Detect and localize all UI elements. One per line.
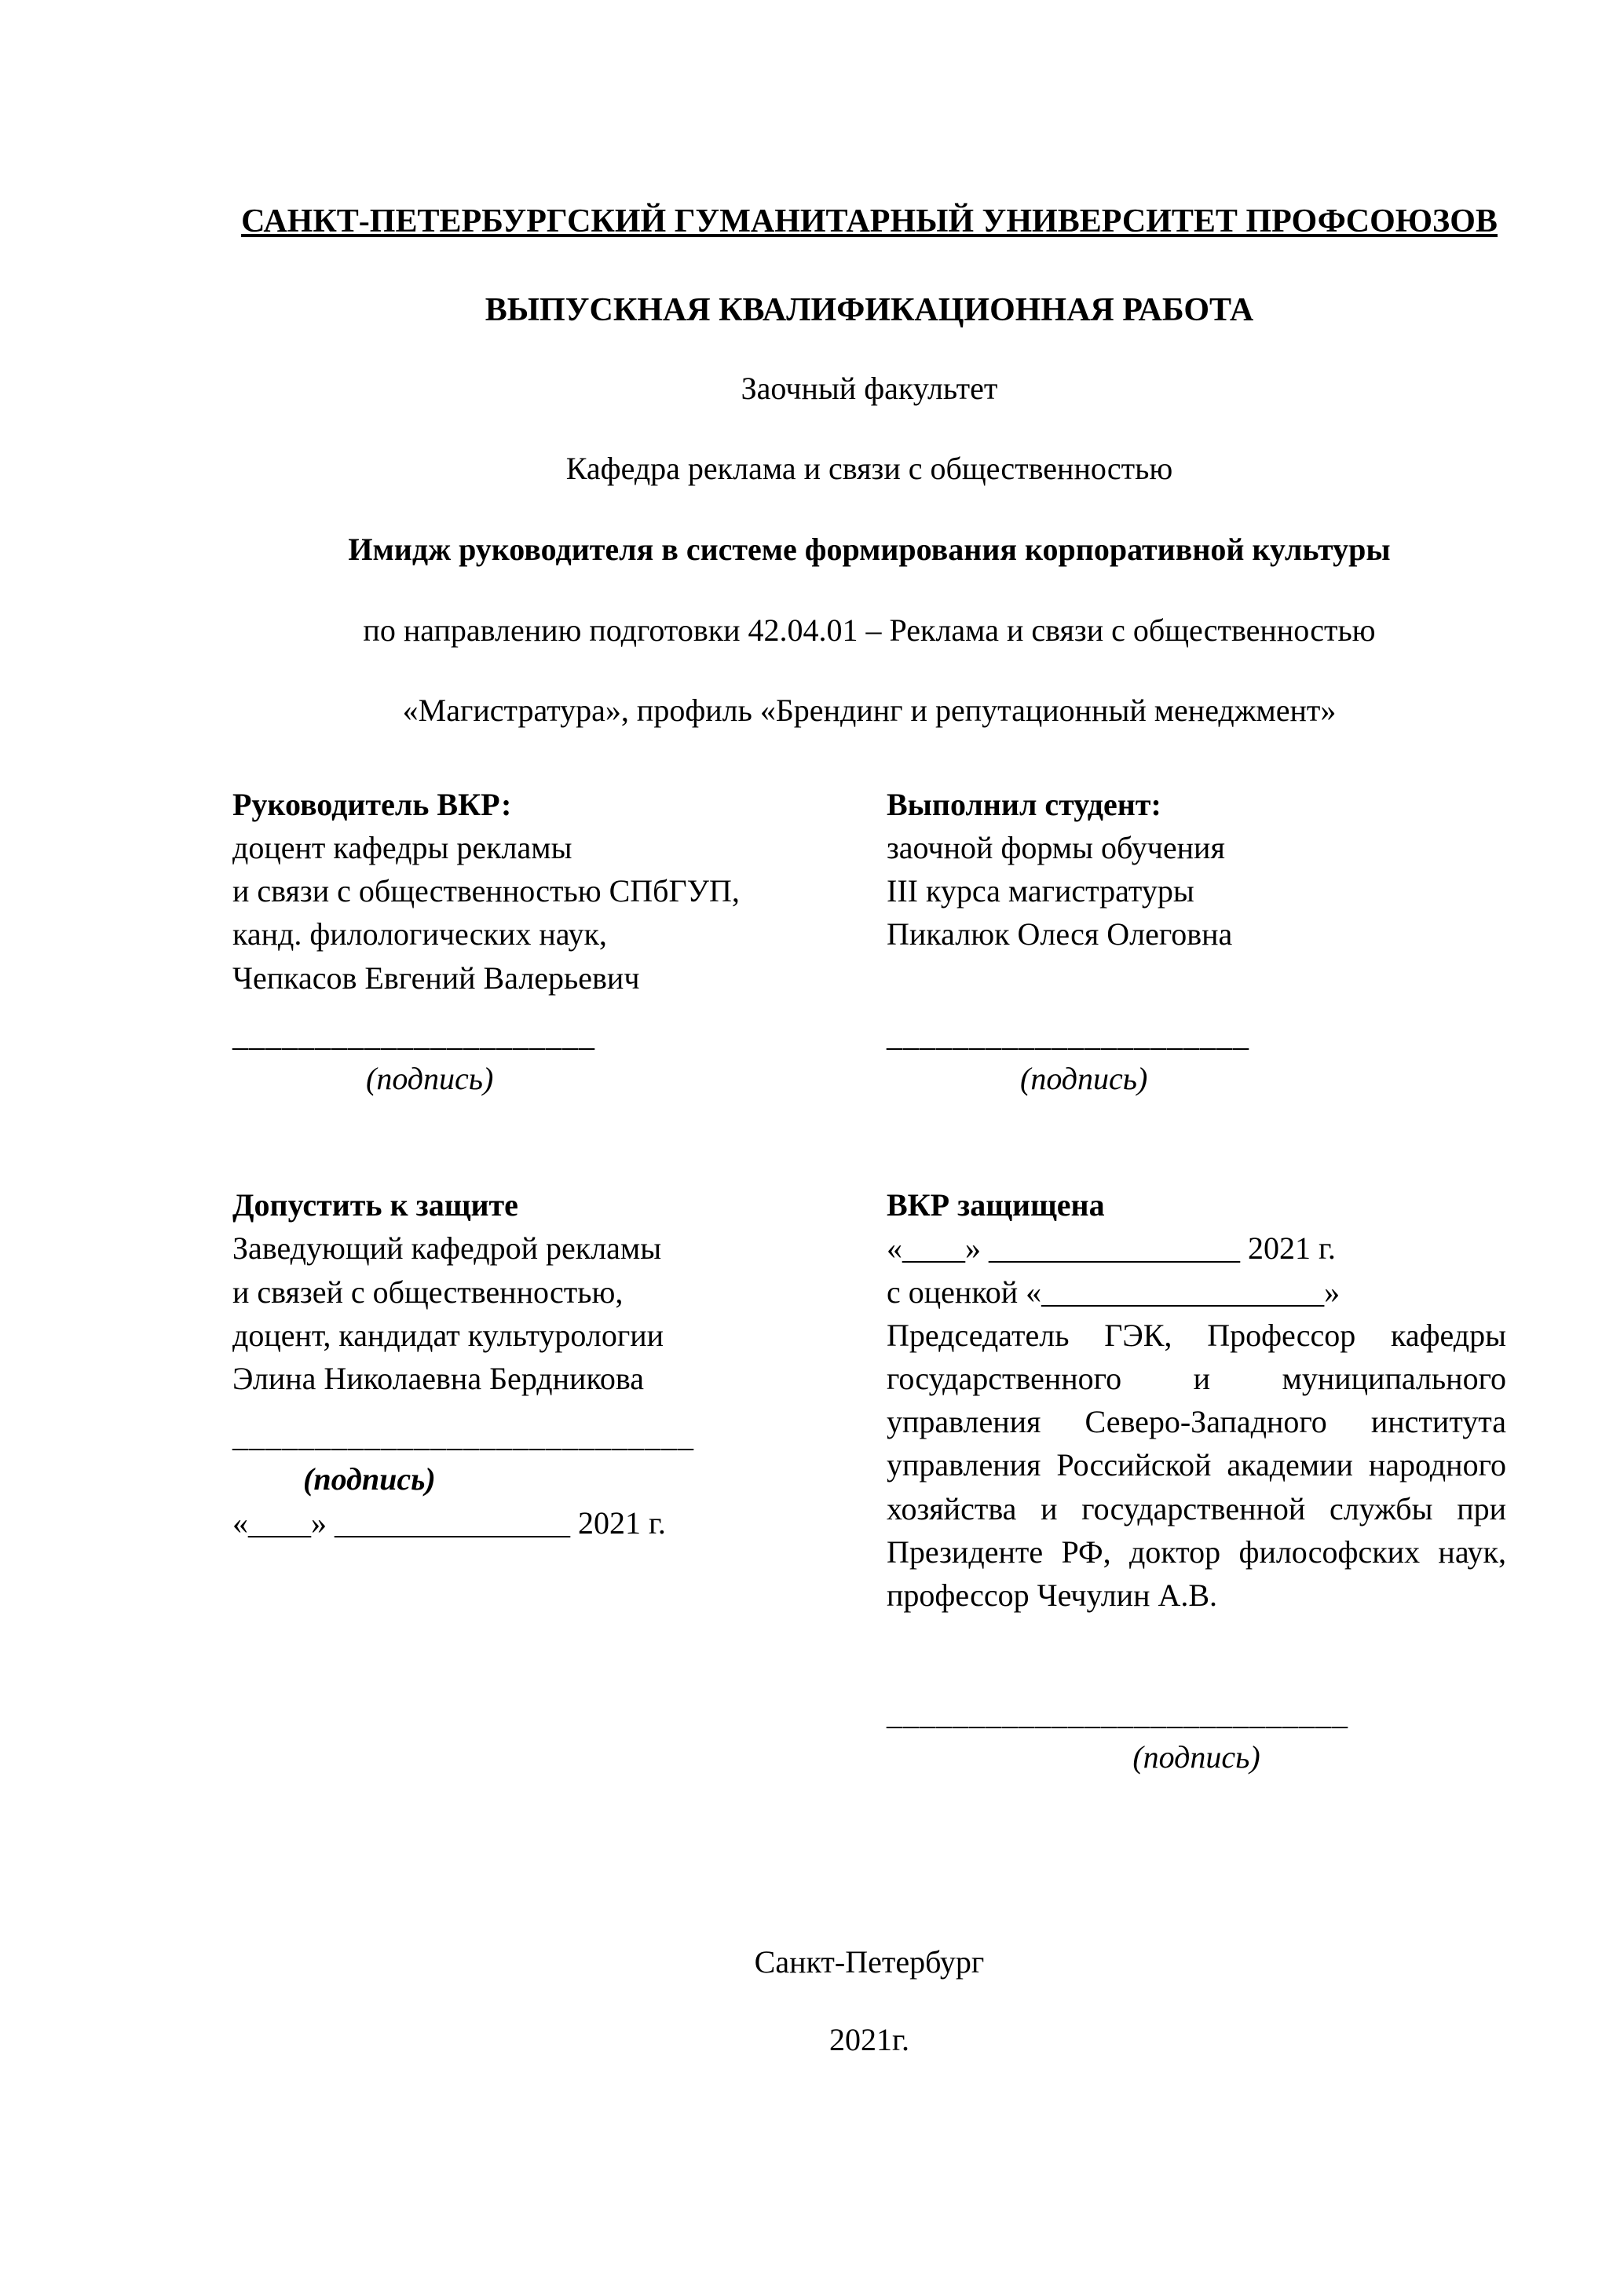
admission-line: доцент, кандидат культурологии [232, 1317, 664, 1353]
admission-signature-line: ____________________________ [232, 1418, 694, 1454]
student-heading: Выполнил студент: [887, 786, 1161, 822]
student-line: III курса магистратуры [887, 873, 1194, 909]
supervisor-block [232, 783, 887, 1100]
defense-signature-label: (подпись) [1132, 1739, 1260, 1775]
signatories-row-1 [232, 783, 1506, 1100]
signatories-row-2 [232, 1183, 1506, 1779]
admission-block [232, 1183, 887, 1779]
defense-block [887, 1183, 1506, 1779]
supervisor-line: и связи с общественностью СПбГУП, [232, 873, 740, 909]
student-line: заочной формы обучения [887, 830, 1225, 866]
supervisor-line: Чепкасов Евгений Валерьевич [232, 960, 640, 996]
admission-line: и связей с общественностью, [232, 1274, 624, 1310]
department-line: Кафедра реклама и связи с общественностью [565, 450, 1173, 486]
supervisor-line: канд. филологических наук, [232, 916, 607, 952]
footer-year: 2021г. [829, 2022, 909, 2058]
student-signature-line: ______________________ [887, 1017, 1249, 1053]
program-line: по направлению подготовки 42.04.01 – Реклама и связи с общественностью [363, 612, 1376, 648]
admission-heading: Допустить к защите [232, 1187, 518, 1223]
defense-signature-line: ____________________________ [887, 1696, 1348, 1732]
defense-date-line: «____» ________________ 2021 г. [887, 1230, 1336, 1267]
admission-line: Заведующий кафедрой рекламы [232, 1230, 662, 1267]
supervisor-line: доцент кафедры рекламы [232, 830, 572, 866]
profile-line: «Магистратура», профиль «Брендинг и репутационный менеджмент» [402, 692, 1337, 728]
defense-chair-text: Председатель ГЭК, Профессор кафедры государственного и муниципального управления Северо-Западного института управления Российской академии народного хозяйства и государственной службы при Президенте РФ, доктор философских наук, профессор Чечулин А.В. [887, 1317, 1506, 1613]
faculty-line: Заочный факультет [741, 370, 998, 406]
supervisor-signature-line: ______________________ [232, 1017, 595, 1053]
footer-city: Санкт-Петербург [754, 1944, 985, 1980]
defense-grade-line: с оценкой «__________________» [887, 1274, 1341, 1310]
thesis-title: Имидж руководителя в системе формирования корпоративной культуры [348, 531, 1391, 567]
supervisor-signature-label: (подпись) [366, 1061, 494, 1097]
university-title: САНКТ-ПЕТЕРБУРГСКИЙ ГУМАНИТАРНЫЙ УНИВЕРСИТЕТ ПРОФСОЮЗОВ [241, 203, 1498, 239]
admission-date-line: «____» _______________ 2021 г. [232, 1504, 666, 1541]
work-type-title: ВЫПУСКНАЯ КВАЛИФИКАЦИОННАЯ РАБОТА [485, 291, 1254, 328]
admission-line: Элина Николаевна Бердникова [232, 1360, 644, 1396]
admission-signature-label: (подпись) [303, 1461, 436, 1497]
student-block [887, 783, 1506, 1100]
defense-heading: ВКР защищена [887, 1187, 1105, 1223]
student-signature-label: (подпись) [1020, 1060, 1148, 1096]
supervisor-heading: Руководитель ВКР: [232, 786, 512, 822]
student-line: Пикалюк Олеся Олеговна [887, 916, 1233, 952]
